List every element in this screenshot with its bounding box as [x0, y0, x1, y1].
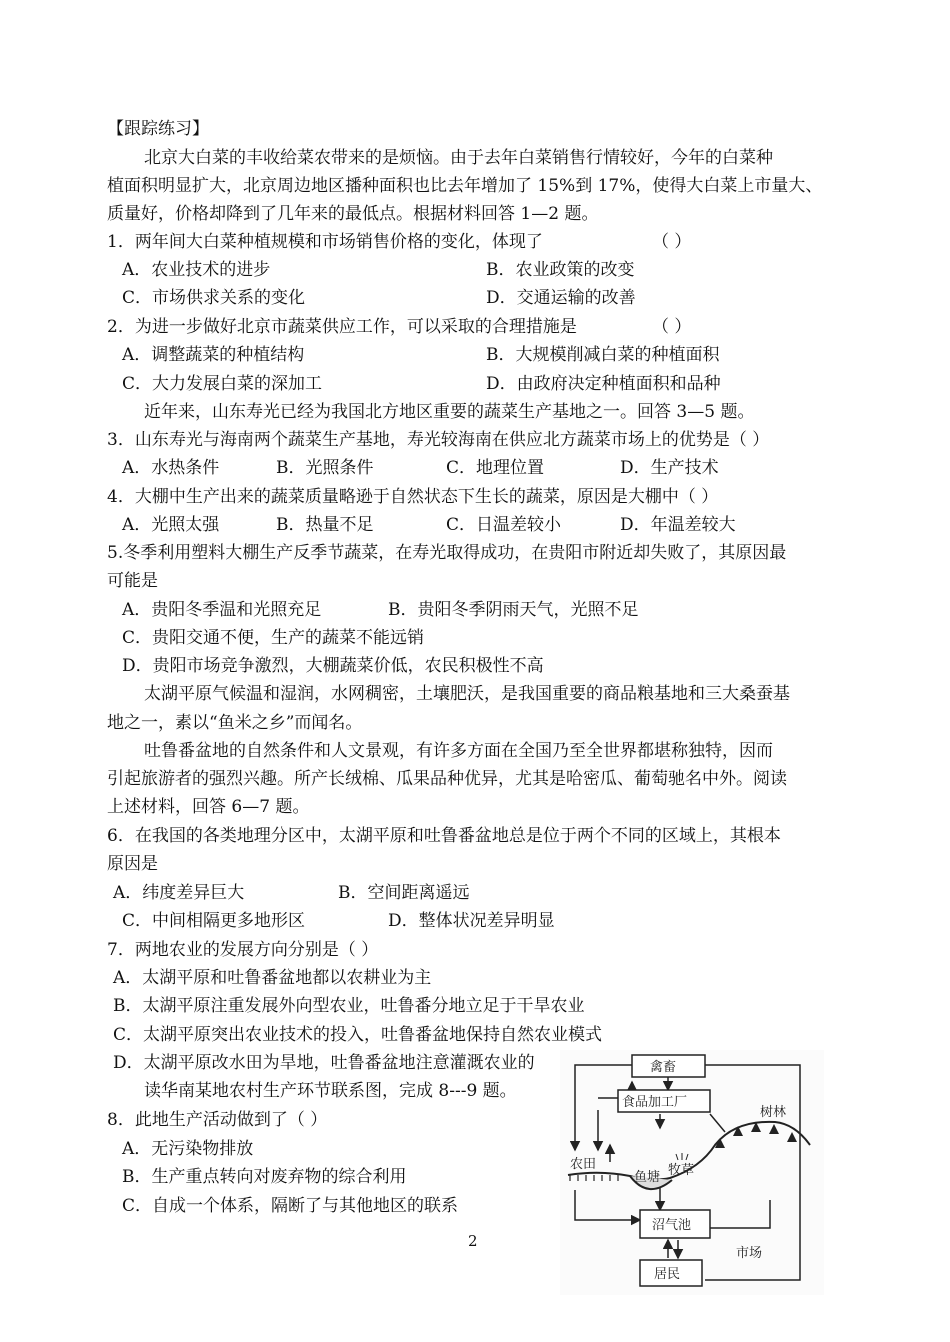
q7-option-b: B．太湖平原注重发展外向型农业，吐鲁番分地立足于干旱农业: [113, 996, 585, 1016]
page-number: 2: [468, 1232, 478, 1250]
q2-option-a: A．调整蔬菜的种植结构: [122, 345, 305, 365]
passage2: 近年来，山东寿光已经为我国北方地区重要的蔬菜生产基地之一。回答 3—5 题。: [144, 402, 755, 422]
q1-answer-bracket: （ ）: [652, 232, 692, 252]
q6-option-c: C．中间相隔更多地形区: [122, 911, 306, 931]
q5-stem-line1: 5.冬季利用塑料大棚生产反季节蔬菜，在寿光取得成功，在贵阳市附近却失败了，其原因最: [107, 543, 787, 563]
diagram-label-livestock: 禽畜: [650, 1060, 677, 1075]
passage5: 读华南某地农村生产环节联系图，完成 8---9 题。: [144, 1081, 517, 1101]
q2-answer-bracket: （ ）: [652, 317, 692, 337]
q4-option-d: D．年温差较大: [620, 515, 736, 535]
q5-option-b: B．贵阳冬季阴雨天气，光照不足: [388, 600, 639, 620]
q1-option-d: D．交通运输的改善: [486, 288, 636, 308]
q6-stem-line2: 原因是: [107, 854, 158, 874]
diagram-label-residents: 居民: [654, 1267, 681, 1282]
diagram-label-biogas: 沼气池: [652, 1218, 692, 1233]
q5-option-d: D．贵阳市场竞争激烈，大棚蔬菜价低，农民积极性不高: [122, 656, 544, 676]
q2-option-c: C．大力发展白菜的深加工: [122, 374, 323, 394]
q3-option-a: A．水热条件: [122, 458, 220, 478]
diagram-label-farmland: 农田: [570, 1157, 597, 1172]
q1-option-a: A．农业技术的进步: [122, 260, 271, 280]
passage4-line1: 吐鲁番盆地的自然条件和人文景观，有许多方面在全国乃至全世界都堪称独特，因而: [144, 741, 773, 761]
q7-stem: 7．两地农业的发展方向分别是（ ）: [107, 940, 379, 960]
passage4-line3: 上述材料，回答 6—7 题。: [107, 797, 310, 817]
q8-option-c: C．自成一个体系，隔断了与其他地区的联系: [122, 1196, 459, 1216]
q7-option-c: C．太湖平原突出农业技术的投入，吐鲁番盆地保持自然农业模式: [113, 1025, 603, 1045]
diagram-label-fish-pond: 鱼塘: [634, 1170, 661, 1185]
passage1-line2: 植面积明显扩大，北京周边地区播种面积也比去年增加了 15%到 17%，使得大白菜上市量大、: [107, 176, 823, 196]
passage3-line2: 地之一，素以“鱼米之乡”而闻名。: [107, 713, 363, 733]
q4-option-a: A．光照太强: [122, 515, 220, 535]
q3-option-d: D．生产技术: [620, 458, 719, 478]
q7-option-a: A．太湖平原和吐鲁番盆地都以农耕业为主: [113, 968, 432, 988]
q8-stem: 8．此地生产活动做到了（ ）: [107, 1110, 328, 1130]
q2-option-b: B．大规模削减白菜的种植面积: [486, 345, 720, 365]
passage3-line1: 太湖平原气候温和湿润，水网稠密，土壤肥沃，是我国重要的商品粮基地和三大桑蚕基: [144, 684, 790, 704]
diagram-label-pasture: 牧草: [668, 1163, 695, 1178]
passage1-line3: 质量好，价格却降到了几年来的最低点。根据材料回答 1—2 题。: [107, 204, 599, 224]
q4-option-c: C．日温差较小: [446, 515, 562, 535]
q6-stem-line1: 6．在我国的各类地理分区中，太湖平原和吐鲁番盆地总是位于两个不同的区域上，其根本: [107, 826, 781, 846]
q8-option-b: B．生产重点转向对废弃物的综合利用: [122, 1167, 407, 1187]
q2-stem: 2．为进一步做好北京市蔬菜供应工作，可以采取的合理措施是: [107, 317, 577, 337]
q2-option-d: D．由政府决定种植面积和品种: [486, 374, 721, 394]
q3-stem: 3．山东寿光与海南两个蔬菜生产基地，寿光较海南在供应北方蔬菜市场上的优势是（ ）: [107, 430, 770, 450]
q8-option-a: A．无污染物排放: [122, 1139, 254, 1159]
q3-option-b: B．光照条件: [276, 458, 374, 478]
q5-option-a: A．贵阳冬季温和光照充足: [122, 600, 322, 620]
q5-option-c: C．贵阳交通不便，生产的蔬菜不能远销: [122, 628, 425, 648]
q6-option-a: A．纬度差异巨大: [113, 883, 245, 903]
section-title: 【跟踪练习】: [107, 119, 209, 139]
rural-production-diagram: [560, 1050, 824, 1295]
q6-option-d: D．整体状况差异明显: [388, 911, 555, 931]
passage4-line2: 引起旅游者的强烈兴趣。所产长绒棉、瓜果品种优异，尤其是哈密瓜、葡萄驰名中外。阅读: [107, 769, 787, 789]
q6-option-b: B．空间距离遥远: [338, 883, 470, 903]
diagram-label-market: 市场: [736, 1246, 763, 1261]
q7-option-d: D．太湖平原改水田为旱地，吐鲁番盆地注意灌溉农业的: [113, 1053, 535, 1073]
q5-stem-line2: 可能是: [107, 571, 158, 591]
q1-stem: 1．两年间大白菜种植规模和市场销售价格的变化，体现了: [107, 232, 543, 252]
q4-stem: 4．大棚中生产出来的蔬菜质量略逊于自然状态下生长的蔬菜，原因是大棚中（ ）: [107, 487, 719, 507]
diagram-label-food-factory: 食品加工厂: [622, 1095, 688, 1110]
q1-option-c: C．市场供求关系的变化: [122, 288, 306, 308]
q1-option-b: B．农业政策的改变: [486, 260, 635, 280]
diagram-label-forest: 树林: [760, 1105, 787, 1120]
passage1-line1: 北京大白菜的丰收给菜农带来的是烦恼。由于去年白菜销售行情较好，今年的白菜种: [144, 148, 773, 168]
q4-option-b: B．热量不足: [276, 515, 374, 535]
q3-option-c: C．地理位置: [446, 458, 545, 478]
